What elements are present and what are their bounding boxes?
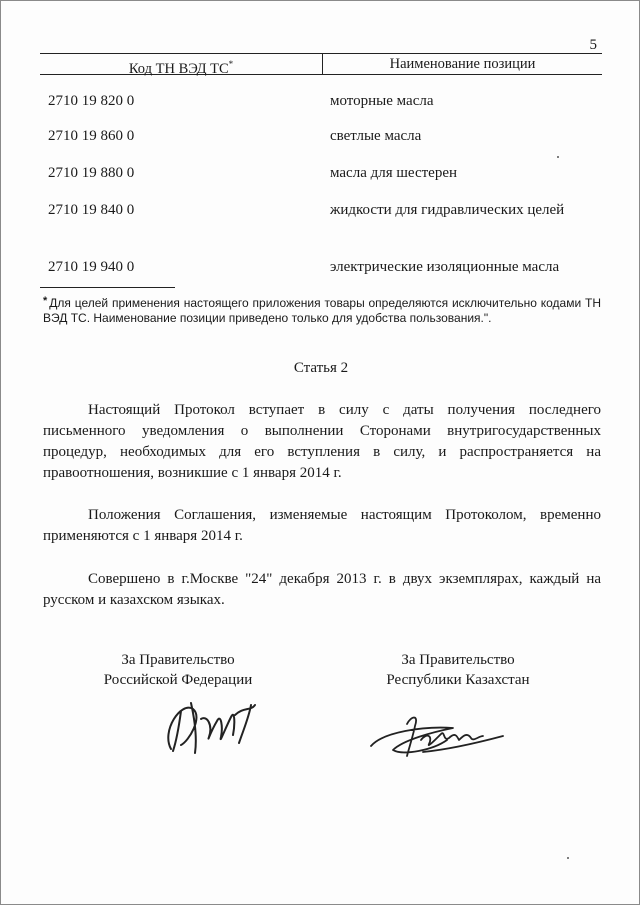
row-code: 2710 19 880 0 bbox=[48, 165, 135, 181]
signatory-kazakhstan bbox=[338, 650, 578, 690]
paragraph-done-at: Совершено в г.Москве "24" декабря 2013 г. в двух экземплярах, каждый на русском и казахском языках. bbox=[43, 571, 601, 608]
signatory-russia bbox=[58, 650, 298, 690]
row-code: 2710 19 840 0 bbox=[48, 202, 135, 218]
row-name: светлые масла bbox=[330, 128, 422, 144]
footnote-mark: * bbox=[43, 295, 48, 307]
paragraph-provisional-application: Положения Соглашения, изменяемые настоящим Протоколом, временно применяются с 1 января 2014 г. bbox=[43, 507, 601, 544]
row-name: электрические изоляционные масла bbox=[330, 259, 560, 275]
signatory-line1: За Правительство bbox=[401, 652, 515, 668]
row-code: 2710 19 820 0 bbox=[48, 93, 135, 109]
footnote bbox=[43, 294, 601, 326]
header-name: Наименование позиции bbox=[389, 56, 536, 72]
paragraph-entry-into-force: Настоящий Протокол вступает в силу с даты получения последнего письменного уведомления о выполнении Сторонами внутригосударственных процедур, необходимых для его вступления в силу, и распространяется на правоотношения, возникшие с 1 января 2014 г. bbox=[43, 402, 601, 481]
signatory-line1: За Правительство bbox=[121, 652, 235, 668]
row-name: моторные масла bbox=[330, 93, 434, 109]
row-name: масла для шестерен bbox=[330, 165, 458, 181]
row-name: жидкости для гидравлических целей bbox=[330, 202, 565, 218]
header-code-mark: * bbox=[228, 59, 234, 69]
footnote-rule bbox=[40, 287, 175, 288]
scan-speck bbox=[567, 857, 569, 859]
row-code: 2710 19 940 0 bbox=[48, 259, 135, 275]
commodity-table bbox=[40, 53, 602, 275]
scan-speck bbox=[557, 156, 559, 158]
table-header bbox=[40, 53, 602, 75]
footnote-text: Для целей применения настоящего приложения товары определяются исключительно кодами ТН ВЭД ТС. Наименование позиции приведено только для удобства пользования.". bbox=[43, 296, 601, 325]
signatory-line2: Российской Федерации bbox=[103, 672, 253, 688]
header-code: Код ТН ВЭД ТС bbox=[128, 61, 229, 77]
signature-russia bbox=[151, 691, 281, 761]
article-title: Статья 2 bbox=[293, 360, 349, 376]
signature-kazakhstan bbox=[363, 706, 513, 766]
page-number: 5 bbox=[589, 37, 597, 53]
header-code-cell bbox=[40, 54, 323, 77]
signatory-line2: Республики Казахстан bbox=[386, 672, 530, 688]
row-code: 2710 19 860 0 bbox=[48, 128, 135, 144]
